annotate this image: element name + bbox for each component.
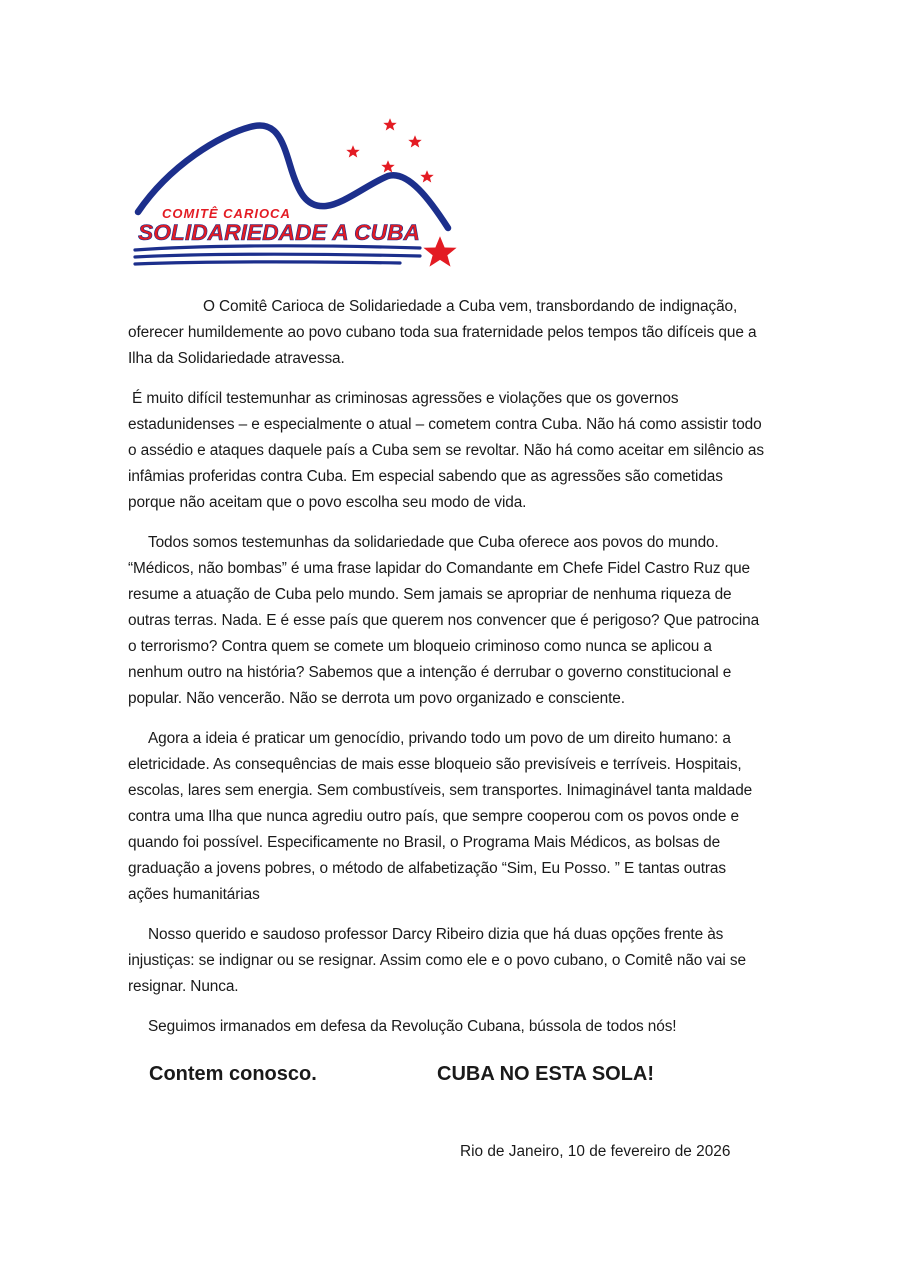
letter-body [128, 294, 768, 1054]
committee-logo [130, 110, 465, 280]
sign-off-right: CUBA NO ESTA SOLA! [437, 1063, 655, 1085]
letter-paragraph: O Comitê Carioca de Solidariedade a Cuba vem, transbordando de indignação, oferecer humildemente ao povo cubano toda sua fraternidade pelos tempos tão difíceis que a Ilha da Solidariedade atravessa. [128, 298, 757, 367]
logo-small-text: COMITÊ CARIOCA [162, 206, 291, 221]
letter-paragraph: Nosso querido e saudoso professor Darcy Ribeiro dizia que há duas opções frente às injustiças: se indignar ou se resignar. Assim como ele e o povo cubano, o Comitê não vai se resignar. Nunca. [128, 926, 746, 995]
logo-main-text: SOLIDARIEDADE A CUBA [138, 220, 420, 245]
letter-paragraph: Seguimos irmanados em defesa da Revolução Cubana, bússola de todos nós! [148, 1018, 677, 1035]
sign-off-left: Contem conosco. [149, 1063, 317, 1085]
place-date: Rio de Janeiro, 10 de fevereiro de 2026 [460, 1143, 731, 1160]
letter-paragraph: Agora a ideia é praticar um genocídio, privando todo um povo de um direito humano: a eletricidade. As consequências de mais esse bloqueio são previsíveis e terríveis. Hospitais, escolas, lares sem energia. Sem combustíveis, sem transportes. Inimaginável tanta maldade contra uma Ilha que nunca agrediu outro país, que sempre cooperou com os povos onde e quando foi possível. Especificamente no Brasil, o Programa Mais Médicos, as bolsas de graduação a jovens pobres, o método de alfabetização “Sim, Eu Posso. ” E tantas outras ações humanitárias [128, 730, 753, 903]
waves-icon [135, 246, 420, 264]
letter-paragraph: É muito difícil testemunhar as criminosas agressões e violações que os governos estadunidenses – e especialmente o atual – cometem contra Cuba. Não há como assistir todo o assédio e ataques daquele país a Cuba sem se revoltar. Não há como aceitar em silêncio as infâmias proferidas contra Cuba. Em especial sabendo que as agressões são cometidas porque não aceitam que o povo escolha seu modo de vida. [128, 390, 764, 511]
letter-paragraph: Todos somos testemunhas da solidariedade que Cuba oferece aos povos do mundo. “Médicos, não bombas” é uma frase lapidar do Comandante em Chefe Fidel Castro Ruz que resume a atuação de Cuba pelo mundo. Sem jamais se apropriar de nenhuma riqueza de outras terras. Nada. E é esse país que querem nos convencer que é perigoso? Que patrocina o terrorismo? Contra quem se comete um bloqueio criminoso como nunca se aplicou a nenhum outro na história? Sabemos que a intenção é derrubar o governo constitucional e popular. Não vencerão. Não se derrota um povo organizado e consciente. [128, 534, 760, 707]
